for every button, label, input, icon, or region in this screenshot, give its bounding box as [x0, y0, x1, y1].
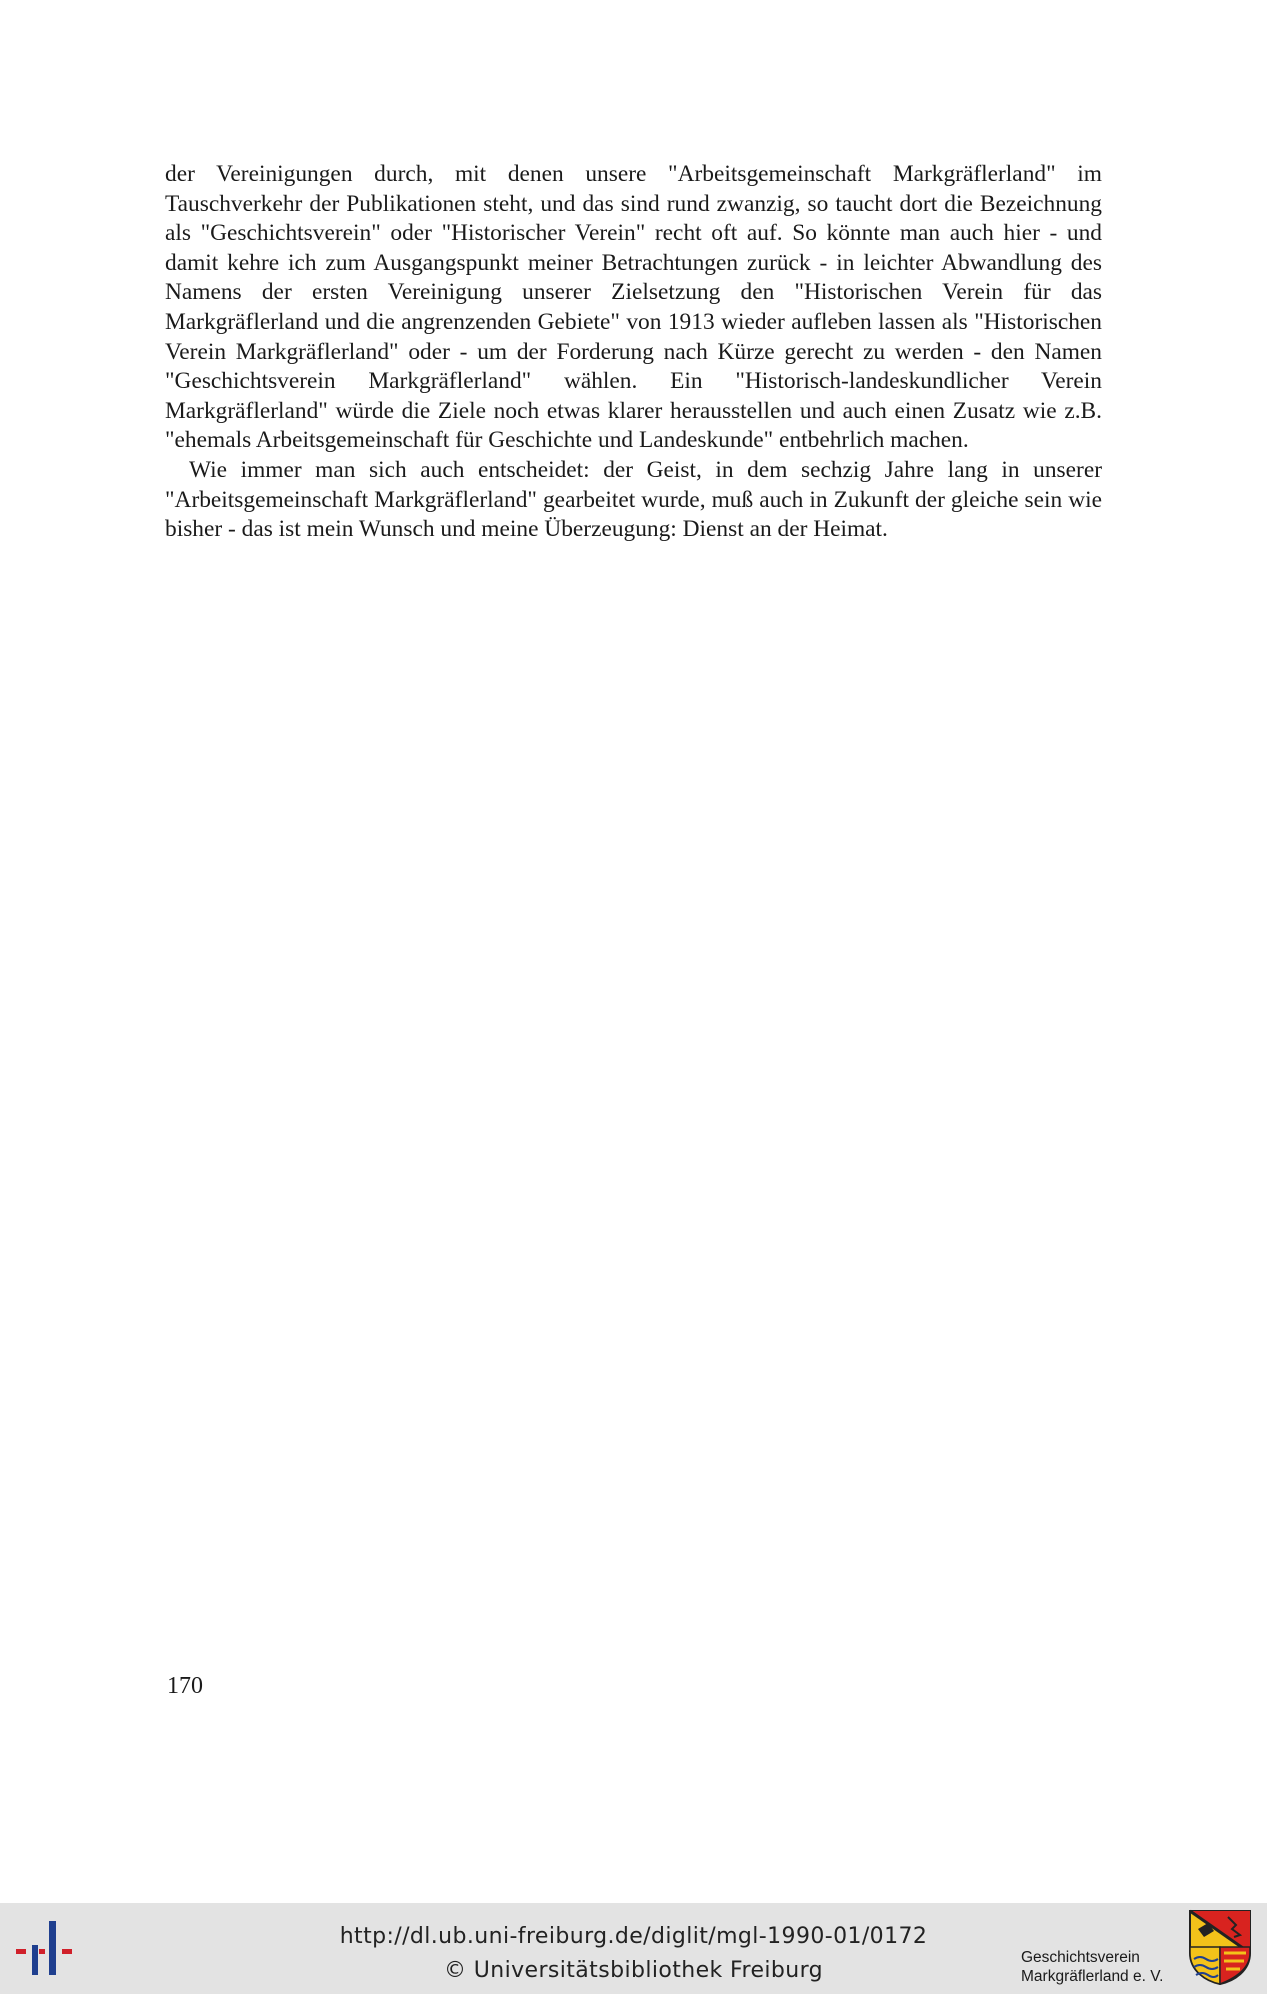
- footer-bar: [0, 1903, 1267, 1994]
- paragraph: der Vereinigungen durch, mit denen unsere "Arbeitsgemeinschaft Markgräflerland" im Tauschverkehr der Publikationen steht, und das sind rund zwanzig, so taucht dort die Bezeichnung als "Geschichtsverein" oder "Historischer Verein" recht oft auf. So könnte man auch hier - und damit kehre ich zum Ausgangspunkt meiner Betrachtungen zurück - in leichter Abwandlung des Namens der ersten Vereinigung unserer Zielsetzung den "Historischen Verein für das Markgräflerland und die angrenzenden Gebiete" von 1913 wieder aufleben lassen als "Historischen Verein Markgräflerland" oder - um der Forderung nach Kürze gerecht zu werden - den Namen "Geschichtsverein Markgräflerland" wählen. Ein "Historisch-landeskundlicher Verein Markgräflerland" würde die Ziele noch etwas klarer herausstellen und auch einen Zusatz wie z.B. "ehemals Arbeitsgemeinschaft für Geschichte und Landeskunde" entbehrlich machen.: [165, 161, 1102, 454]
- org-name-line1: Geschichtsverein: [1021, 1949, 1140, 1966]
- org-name: [1021, 1948, 1163, 1986]
- org-name-line2: Markgräflerland e. V.: [1021, 1968, 1164, 1985]
- footer-copyright: © Universitätsbibliothek Freiburg: [443, 1958, 824, 1983]
- body-text: [165, 160, 1102, 545]
- footer-url-link[interactable]: http://dl.ub.uni-freiburg.de/diglit/mgl-1990-01/0172: [339, 1924, 928, 1949]
- page-number: 170: [167, 1673, 203, 1699]
- paragraph: Wie immer man sich auch entscheidet: der Geist, in dem sechzig Jahre lang in unserer "Arbeitsgemeinschaft Markgräflerland" gearbeitet wurde, muß auch in Zukunft der gleiche sein wie bisher - das ist mein Wunsch und meine Überzeugung: Dienst an der Heimat.: [165, 456, 1102, 543]
- coat-of-arms-icon[interactable]: [1188, 1909, 1252, 1985]
